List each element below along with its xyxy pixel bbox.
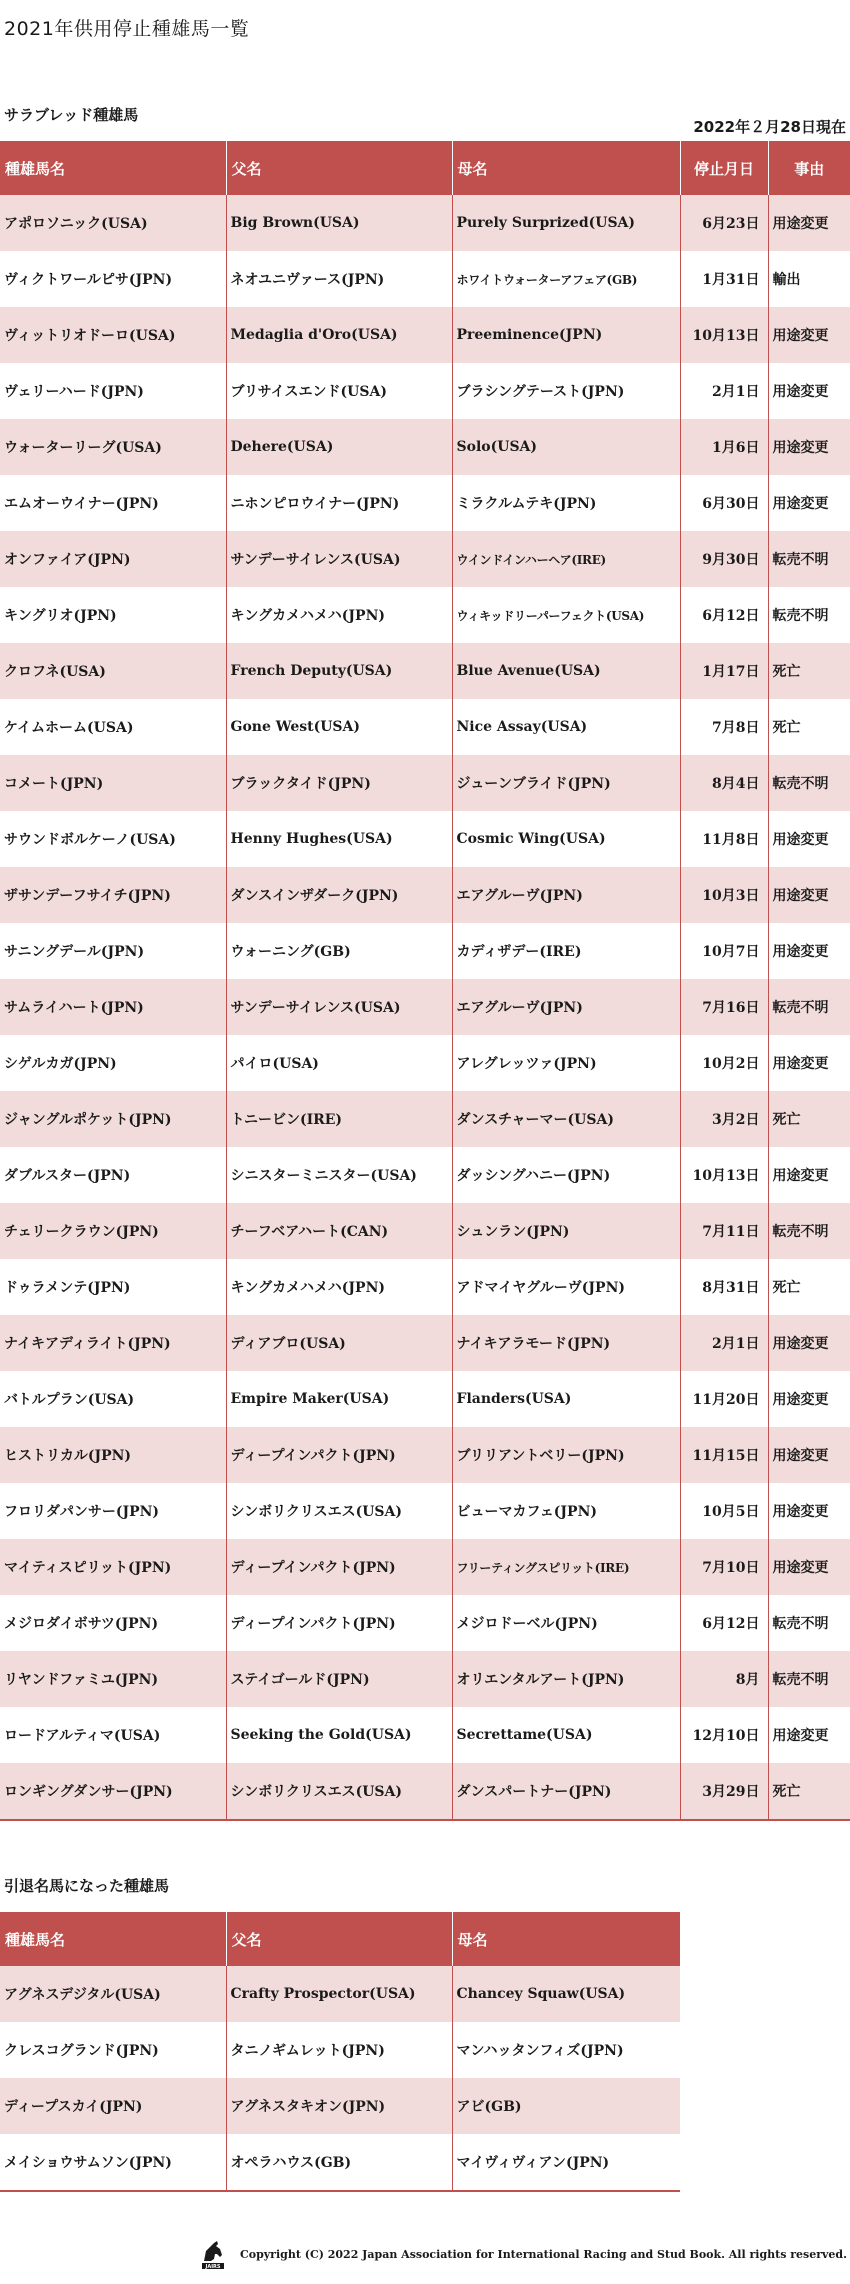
sire-name-cell: ディアブロ(USA) [226, 1315, 452, 1371]
reason-cell: 用途変更 [768, 867, 850, 923]
reason-cell: 転売不明 [768, 979, 850, 1035]
table-row [0, 587, 850, 643]
retired-stallion-table [0, 1912, 680, 2192]
reason-cell: 死亡 [768, 699, 850, 755]
dam-name-cell: フリーティングスピリット(IRE) [452, 1539, 680, 1595]
sire-name-cell: Dehere(USA) [226, 419, 452, 475]
col-header-stallion: 種雄馬名 [0, 1912, 226, 1966]
table-row [0, 811, 850, 867]
reason-cell: 用途変更 [768, 1483, 850, 1539]
stop-date-cell: 2月1日 [680, 1315, 768, 1371]
sire-name-cell: キングカメハメハ(JPN) [226, 587, 452, 643]
col-header-dam: 母名 [452, 141, 680, 195]
stallion-name-cell: チェリークラウン(JPN) [0, 1203, 226, 1259]
thoroughbred-table-body [0, 195, 850, 1820]
stallion-name-cell: メイショウサムソン(JPN) [0, 2134, 226, 2191]
stop-date-cell: 8月31日 [680, 1259, 768, 1315]
stop-date-cell: 1月6日 [680, 419, 768, 475]
stop-date-cell: 6月12日 [680, 1595, 768, 1651]
stop-date-cell: 10月13日 [680, 1147, 768, 1203]
reason-cell: 転売不明 [768, 531, 850, 587]
dam-name-cell: Cosmic Wing(USA) [452, 811, 680, 867]
reason-cell: 用途変更 [768, 1315, 850, 1371]
dam-name-cell: ウインドインハーヘア(IRE) [452, 531, 680, 587]
stop-date-cell: 12月10日 [680, 1707, 768, 1763]
stallion-name-cell: ヴィクトワールピサ(JPN) [0, 251, 226, 307]
dam-name-cell: カディザデー(IRE) [452, 923, 680, 979]
dam-name-cell: Chancey Squaw(USA) [452, 1966, 680, 2022]
stallion-name-cell: キングリオ(JPN) [0, 587, 226, 643]
thoroughbred-stallion-table [0, 141, 850, 1821]
stallion-name-cell: エムオーウイナー(JPN) [0, 475, 226, 531]
reason-cell: 死亡 [768, 643, 850, 699]
jaris-horse-logo-icon [196, 2237, 230, 2271]
stallion-name-cell: アグネスデジタル(USA) [0, 1966, 226, 2022]
sire-name-cell: サンデーサイレンス(USA) [226, 531, 452, 587]
table-row [0, 643, 850, 699]
stallion-name-cell: リヤンドファミユ(JPN) [0, 1651, 226, 1707]
stop-date-cell: 10月5日 [680, 1483, 768, 1539]
stallion-name-cell: ドゥラメンテ(JPN) [0, 1259, 226, 1315]
stallion-name-cell: メジロダイボサツ(JPN) [0, 1595, 226, 1651]
table-row [0, 251, 850, 307]
table-row [0, 1966, 680, 2022]
sire-name-cell: Medaglia d'Oro(USA) [226, 307, 452, 363]
stop-date-cell: 10月7日 [680, 923, 768, 979]
stop-date-cell: 10月2日 [680, 1035, 768, 1091]
dam-name-cell: メジロドーベル(JPN) [452, 1595, 680, 1651]
dam-name-cell: ホワイトウォーターアフェア(GB) [452, 251, 680, 307]
table-row [0, 923, 850, 979]
reason-cell: 用途変更 [768, 1371, 850, 1427]
footer [196, 2237, 847, 2271]
reason-cell: 用途変更 [768, 363, 850, 419]
sire-name-cell: ニホンピロウイナー(JPN) [226, 475, 452, 531]
sire-name-cell: Crafty Prospector(USA) [226, 1966, 452, 2022]
stallion-name-cell: マイティスピリット(JPN) [0, 1539, 226, 1595]
sire-name-cell: ステイゴールド(JPN) [226, 1651, 452, 1707]
sire-name-cell: チーフベアハート(CAN) [226, 1203, 452, 1259]
dam-name-cell: エアグルーヴ(JPN) [452, 979, 680, 1035]
sire-name-cell: ディープインパクト(JPN) [226, 1427, 452, 1483]
stop-date-cell: 9月30日 [680, 531, 768, 587]
table-row [0, 2134, 680, 2191]
copyright-text: Copyright (C) 2022 Japan Association for International Racing and Stud Book. All rights reserved. [240, 2247, 847, 2261]
table-row [0, 531, 850, 587]
stallion-name-cell: オンファイア(JPN) [0, 531, 226, 587]
dam-name-cell: シュンラン(JPN) [452, 1203, 680, 1259]
reason-cell: 用途変更 [768, 1035, 850, 1091]
dam-name-cell: ウィキッドリーパーフェクト(USA) [452, 587, 680, 643]
stop-date-cell: 2月1日 [680, 363, 768, 419]
stallion-name-cell: コメート(JPN) [0, 755, 226, 811]
stallion-name-cell: シゲルカガ(JPN) [0, 1035, 226, 1091]
dam-name-cell: ダッシングハニー(JPN) [452, 1147, 680, 1203]
table-row [0, 2078, 680, 2134]
sire-name-cell: トニービン(IRE) [226, 1091, 452, 1147]
dam-name-cell: オリエンタルアート(JPN) [452, 1651, 680, 1707]
reason-cell: 用途変更 [768, 1427, 850, 1483]
stallion-name-cell: ロンギングダンサー(JPN) [0, 1763, 226, 1820]
dam-name-cell: アレグレッツァ(JPN) [452, 1035, 680, 1091]
table-row [0, 195, 850, 251]
page-title: 2021年供用停止種雄馬一覧 [4, 18, 250, 40]
dam-name-cell: ミラクルムテキ(JPN) [452, 475, 680, 531]
sire-name-cell: ネオユニヴァース(JPN) [226, 251, 452, 307]
dam-name-cell: Preeminence(JPN) [452, 307, 680, 363]
sire-name-cell: French Deputy(USA) [226, 643, 452, 699]
table-header-row [0, 141, 850, 195]
stop-date-cell: 1月31日 [680, 251, 768, 307]
stallion-name-cell: ダブルスター(JPN) [0, 1147, 226, 1203]
dam-name-cell: ブリリアントベリー(JPN) [452, 1427, 680, 1483]
reason-cell: 転売不明 [768, 1595, 850, 1651]
sire-name-cell: Empire Maker(USA) [226, 1371, 452, 1427]
table-row [0, 475, 850, 531]
dam-name-cell: ナイキアラモード(JPN) [452, 1315, 680, 1371]
sire-name-cell: タニノギムレット(JPN) [226, 2022, 452, 2078]
stop-date-cell: 8月 [680, 1651, 768, 1707]
dam-name-cell: ジューンブライド(JPN) [452, 755, 680, 811]
reason-cell: 用途変更 [768, 419, 850, 475]
reason-cell: 死亡 [768, 1259, 850, 1315]
dam-name-cell: エアグルーヴ(JPN) [452, 867, 680, 923]
sire-name-cell: ディープインパクト(JPN) [226, 1595, 452, 1651]
reason-cell: 死亡 [768, 1763, 850, 1820]
stallion-name-cell: クロフネ(USA) [0, 643, 226, 699]
stop-date-cell: 10月3日 [680, 867, 768, 923]
dam-name-cell: ブラシングテースト(JPN) [452, 363, 680, 419]
reason-cell: 転売不明 [768, 755, 850, 811]
table-row [0, 1763, 850, 1820]
reason-cell: 用途変更 [768, 195, 850, 251]
stallion-name-cell: ケイムホーム(USA) [0, 699, 226, 755]
col-header-sire: 父名 [226, 1912, 452, 1966]
table-row [0, 363, 850, 419]
reason-cell: 転売不明 [768, 1203, 850, 1259]
table-row [0, 1427, 850, 1483]
col-header-sire: 父名 [226, 141, 452, 195]
stallion-name-cell: バトルプラン(USA) [0, 1371, 226, 1427]
stallion-name-cell: サニングデール(JPN) [0, 923, 226, 979]
reason-cell: 死亡 [768, 1091, 850, 1147]
table-row [0, 419, 850, 475]
sire-name-cell: Seeking the Gold(USA) [226, 1707, 452, 1763]
stop-date-cell: 7月8日 [680, 699, 768, 755]
stop-date-cell: 11月20日 [680, 1371, 768, 1427]
sire-name-cell: Big Brown(USA) [226, 195, 452, 251]
reason-cell: 転売不明 [768, 587, 850, 643]
table-row [0, 1147, 850, 1203]
stop-date-cell: 7月10日 [680, 1539, 768, 1595]
sire-name-cell: サンデーサイレンス(USA) [226, 979, 452, 1035]
stallion-name-cell: サウンドボルケーノ(USA) [0, 811, 226, 867]
reason-cell: 転売不明 [768, 1651, 850, 1707]
col-header-dam: 母名 [452, 1912, 680, 1966]
sire-name-cell: Henny Hughes(USA) [226, 811, 452, 867]
table-row [0, 867, 850, 923]
stop-date-cell: 8月4日 [680, 755, 768, 811]
retired-section-title: 引退名馬になった種雄馬 [4, 1877, 170, 1895]
stallion-name-cell: ヒストリカル(JPN) [0, 1427, 226, 1483]
stallion-name-cell: ロードアルティマ(USA) [0, 1707, 226, 1763]
stop-date-cell: 7月16日 [680, 979, 768, 1035]
reason-cell: 用途変更 [768, 1539, 850, 1595]
stop-date-cell: 6月30日 [680, 475, 768, 531]
dam-name-cell: マイヴィヴィアン(JPN) [452, 2134, 680, 2191]
dam-name-cell: Blue Avenue(USA) [452, 643, 680, 699]
sire-name-cell: ダンスインザダーク(JPN) [226, 867, 452, 923]
stallion-name-cell: ヴィットリオドーロ(USA) [0, 307, 226, 363]
stallion-name-cell: アポロソニック(USA) [0, 195, 226, 251]
table-row [0, 1707, 850, 1763]
table-row [0, 1259, 850, 1315]
reason-cell: 輸出 [768, 251, 850, 307]
sire-name-cell: ブリサイスエンド(USA) [226, 363, 452, 419]
dam-name-cell: ダンスパートナー(JPN) [452, 1763, 680, 1820]
reason-cell: 用途変更 [768, 1707, 850, 1763]
sire-name-cell: ブラックタイド(JPN) [226, 755, 452, 811]
as-of-date: 2022年２月28日現在 [693, 118, 846, 136]
stop-date-cell: 11月15日 [680, 1427, 768, 1483]
table-row [0, 2022, 680, 2078]
sire-name-cell: オペラハウス(GB) [226, 2134, 452, 2191]
sire-name-cell: シニスターミニスター(USA) [226, 1147, 452, 1203]
stop-date-cell: 6月23日 [680, 195, 768, 251]
dam-name-cell: Purely Surprized(USA) [452, 195, 680, 251]
stallion-name-cell: クレスコグランド(JPN) [0, 2022, 226, 2078]
reason-cell: 用途変更 [768, 923, 850, 979]
stallion-name-cell: ジャングルポケット(JPN) [0, 1091, 226, 1147]
sire-name-cell: ウォーニング(GB) [226, 923, 452, 979]
stop-date-cell: 11月8日 [680, 811, 768, 867]
table-row [0, 1315, 850, 1371]
table-row [0, 979, 850, 1035]
sire-name-cell: アグネスタキオン(JPN) [226, 2078, 452, 2134]
reason-cell: 用途変更 [768, 475, 850, 531]
table-row [0, 1595, 850, 1651]
dam-name-cell: アドマイヤグルーヴ(JPN) [452, 1259, 680, 1315]
sire-name-cell: Gone West(USA) [226, 699, 452, 755]
table-row [0, 1035, 850, 1091]
dam-name-cell: Solo(USA) [452, 419, 680, 475]
sire-name-cell: ディープインパクト(JPN) [226, 1539, 452, 1595]
stop-date-cell: 7月11日 [680, 1203, 768, 1259]
stallion-name-cell: ザサンデーフサイチ(JPN) [0, 867, 226, 923]
sire-name-cell: シンボリクリスエス(USA) [226, 1483, 452, 1539]
col-header-reason: 事由 [768, 141, 850, 195]
table-header-row [0, 1912, 680, 1966]
stop-date-cell: 3月29日 [680, 1763, 768, 1820]
table-row [0, 1091, 850, 1147]
dam-name-cell: ダンスチャーマー(USA) [452, 1091, 680, 1147]
col-header-stallion: 種雄馬名 [0, 141, 226, 195]
stallion-name-cell: フロリダパンサー(JPN) [0, 1483, 226, 1539]
stallion-name-cell: ナイキアディライト(JPN) [0, 1315, 226, 1371]
dam-name-cell: Flanders(USA) [452, 1371, 680, 1427]
table-row [0, 755, 850, 811]
col-header-stop-date: 停止月日 [680, 141, 768, 195]
sire-name-cell: パイロ(USA) [226, 1035, 452, 1091]
table-row [0, 1539, 850, 1595]
table-row [0, 307, 850, 363]
stallion-name-cell: ディープスカイ(JPN) [0, 2078, 226, 2134]
reason-cell: 用途変更 [768, 811, 850, 867]
stallion-name-cell: ヴェリーハード(JPN) [0, 363, 226, 419]
stop-date-cell: 3月2日 [680, 1091, 768, 1147]
thoroughbred-section-title: サラブレッド種雄馬 [4, 106, 139, 124]
stop-date-cell: 6月12日 [680, 587, 768, 643]
stallion-name-cell: サムライハート(JPN) [0, 979, 226, 1035]
dam-name-cell: マンハッタンフィズ(JPN) [452, 2022, 680, 2078]
dam-name-cell: ビューマカフェ(JPN) [452, 1483, 680, 1539]
dam-name-cell: アビ(GB) [452, 2078, 680, 2134]
table-row [0, 1651, 850, 1707]
stop-date-cell: 10月13日 [680, 307, 768, 363]
svg-text:JAIRS: JAIRS [205, 2264, 221, 2270]
reason-cell: 用途変更 [768, 1147, 850, 1203]
table-row [0, 1203, 850, 1259]
stallion-name-cell: ウォーターリーグ(USA) [0, 419, 226, 475]
dam-name-cell: Secrettame(USA) [452, 1707, 680, 1763]
retired-table-body [0, 1966, 680, 2191]
reason-cell: 用途変更 [768, 307, 850, 363]
table-row [0, 1371, 850, 1427]
table-row [0, 1483, 850, 1539]
dam-name-cell: Nice Assay(USA) [452, 699, 680, 755]
sire-name-cell: キングカメハメハ(JPN) [226, 1259, 452, 1315]
sire-name-cell: シンボリクリスエス(USA) [226, 1763, 452, 1820]
table-row [0, 699, 850, 755]
stop-date-cell: 1月17日 [680, 643, 768, 699]
